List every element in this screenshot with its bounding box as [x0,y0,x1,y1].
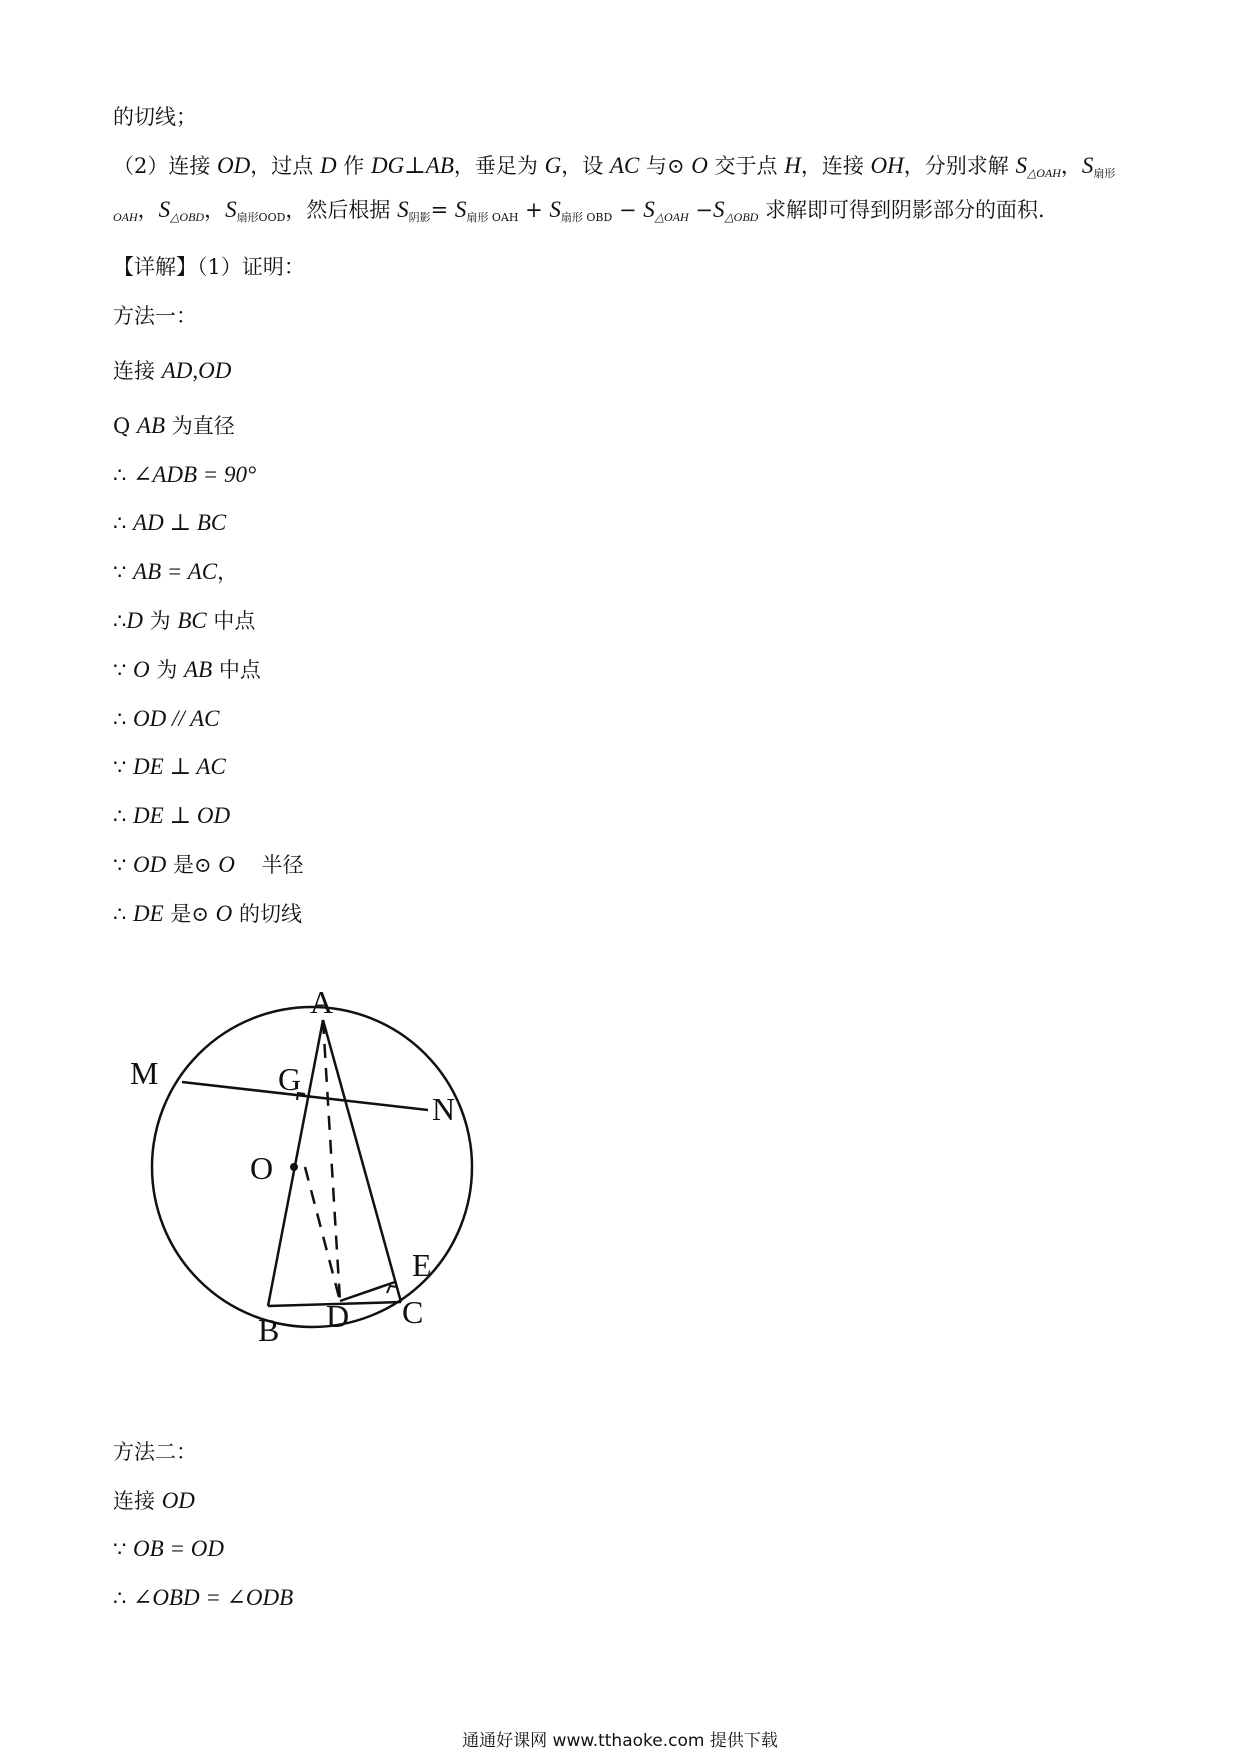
because-symbol: ∵ [113,853,134,877]
math-expr: BC [177,608,207,633]
math-expr: AB = AC [133,559,218,584]
math-expr: DE ⊥ OD [133,803,231,828]
label-D: D [326,1298,350,1334]
math-DG-perp-AB: DG⊥AB [370,153,454,178]
text-segment: ，分别求解 [903,154,1016,178]
text-segment: ，过点 [250,154,320,178]
math-subscript: 扇形OOD [236,211,286,224]
text-line-12 [113,656,261,684]
text-segment: ， [1060,154,1082,178]
text-segment: ， [217,560,239,584]
label-N: N [432,1091,456,1127]
text-segment: ，连接 [800,154,871,178]
text-segment: 作 [336,154,371,178]
math-OD: OD [217,153,251,178]
text-line-15 [113,802,230,830]
segment-AC [323,1020,401,1302]
math-S: S [549,197,561,222]
text-line-14 [113,753,226,781]
math-expr: AD ⊥ BC [133,510,227,535]
text-segment: 与⊙ [639,154,692,178]
label-C: C [402,1294,424,1330]
text-segment: + [518,198,550,222]
therefore-symbol: ∴ [113,511,134,535]
math-expr: OD // AC [133,706,220,731]
math-D: D [319,153,337,178]
math-S: S [397,197,409,222]
text-line-5 [113,302,197,330]
text-line-2 [113,152,1115,184]
text-segment: 中点 [206,609,256,633]
text-segment: 求解即可得到阴影部分的面积. [758,198,1045,222]
label-B: B [258,1312,280,1348]
dashed-OD [305,1167,340,1301]
math-S: S [1081,153,1094,178]
math-subscript: OAH [113,210,138,224]
math-subscript: 扇形 OAH [466,211,519,224]
math-expr: O [215,901,233,926]
text-segment: 半径 [234,853,304,877]
math-expr: OB = OD [133,1536,224,1561]
section-heading: 【详解】（1）证明： [113,255,305,279]
center-point-O [290,1163,298,1171]
because-symbol: ∵ [113,1537,134,1561]
label-M: M [130,1055,159,1091]
math-expr: O [133,657,150,682]
math-expr: OD [133,852,167,877]
text-line-19 [113,1487,195,1515]
math-expr: DE ⊥ AC [133,754,226,779]
math-expr: AB [184,657,213,682]
text-segment: ， [204,198,226,222]
text-segment: 连接 [113,359,162,383]
text-segment: 交于点 [707,154,785,178]
math-expr: OD [161,1488,195,1513]
text-line-10 [113,558,238,586]
text-segment: 是⊙ [163,902,216,926]
math-O: O [691,153,708,178]
text-line-20 [113,1535,224,1563]
text-segment: 为 [143,609,178,633]
label-G: G [278,1061,302,1097]
math-S: S [712,197,725,222]
text-line-11 [113,607,255,635]
label-O: O [250,1150,274,1186]
therefore-symbol: ∴ [113,902,134,926]
math-G: G [544,153,562,178]
text-segment: − [688,198,713,222]
therefore-symbol: ∴ [113,463,134,487]
math-subscript: △OAH [654,210,689,224]
math-expr: ∠OBD = ∠ODB [133,1585,294,1610]
text-line-4 [113,253,305,281]
math-OH: OH [870,153,904,178]
math-H: H [784,153,801,178]
text-segment: ，垂足为 [453,154,545,178]
math-AC: AC [609,153,640,178]
math-subscript: △OBD [724,210,759,224]
because-symbol: ∵ [113,755,134,779]
math-expr: AB [136,413,166,438]
math-subscript: 扇形 [1093,167,1116,180]
text-line-7 [113,412,235,440]
math-expr: ∠ADB = 90° [133,462,257,487]
text-line-9 [113,509,226,537]
math-S: S [225,197,237,222]
text-segment: Q [113,414,137,438]
math-subscript: △OAH [1026,166,1061,180]
text-line-8 [113,461,256,489]
because-symbol: ∵ [113,560,134,584]
text-line-21 [113,1584,293,1612]
math-S: S [454,197,467,222]
math-S: S [1015,153,1027,178]
text-line-6 [113,357,231,385]
text-segment: 连接 [113,1489,162,1513]
dashed-AD [323,1020,340,1301]
text-segment: − [612,198,644,222]
text-segment: ， [137,198,159,222]
text-line-3 [113,196,1045,228]
chord-MN [182,1082,428,1110]
math-S: S [643,197,655,222]
math-subscript: △OBD [170,210,205,224]
text-segment: （2）连接 [113,154,218,178]
text-line-16 [113,851,304,879]
math-expr: D [126,608,143,633]
right-angle-mark-E [387,1286,397,1293]
math-expr: O [218,852,235,877]
method-heading: 方法二： [113,1440,197,1464]
page-footer: 通通好课网 www.tthaoke.com 提供下载 [462,1731,778,1751]
text-segment: 为 [149,658,185,682]
method-heading: 方法一： [113,304,197,328]
therefore-symbol: ∴ [113,804,134,828]
text-segment: ，设 [561,154,610,178]
label-A: A [310,984,334,1020]
label-E: E [412,1247,432,1283]
text-line-18 [113,1438,197,1466]
text-segment: = [430,198,455,222]
therefore-symbol: ∴ [113,609,127,633]
therefore-symbol: ∴ [113,1586,134,1610]
math-expr: AD,OD [161,358,232,383]
text-segment: 为直径 [165,414,235,438]
text-segment: 中点 [212,658,261,682]
math-expr: DE [133,901,164,926]
because-symbol: ∵ [113,658,134,682]
math-subscript: 阴影 [408,211,431,224]
text-line-1 [113,103,197,131]
text-segment: 是⊙ [166,853,219,877]
text-line-17 [113,900,302,928]
text-segment: 的切线 [232,902,302,926]
math-S: S [158,197,171,222]
math-subscript: 扇形 OBD [560,211,613,224]
text-content: 的切线； [113,105,197,129]
geometry-figure [130,975,480,1355]
text-line-13 [113,705,220,733]
therefore-symbol: ∴ [113,707,134,731]
text-segment: ，然后根据 [285,198,398,222]
